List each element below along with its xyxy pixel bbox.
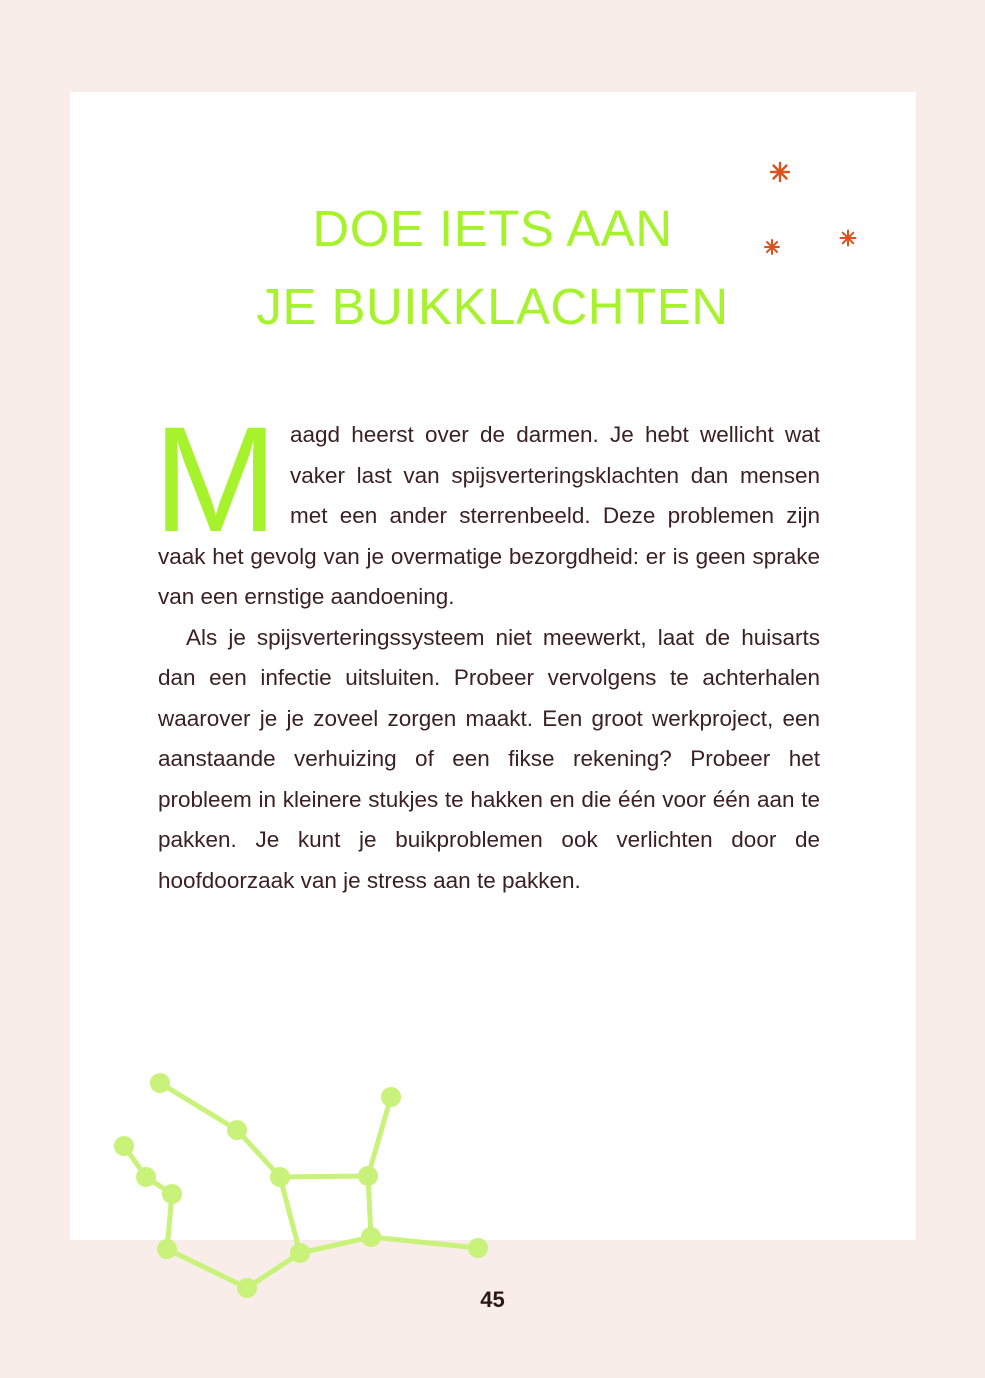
star-dot bbox=[237, 1278, 257, 1298]
title-line-2: JE BUIKKLACHTEN bbox=[256, 278, 729, 335]
star-dot bbox=[381, 1087, 401, 1107]
star-dot bbox=[114, 1136, 134, 1156]
star-dot bbox=[157, 1239, 177, 1259]
drop-cap: M bbox=[153, 427, 278, 535]
star-dot bbox=[358, 1166, 378, 1186]
star-dot bbox=[290, 1243, 310, 1263]
star-dot bbox=[136, 1167, 156, 1187]
title-line-1: DOE IETS AAN bbox=[312, 200, 673, 257]
star-dot bbox=[162, 1184, 182, 1204]
star-dot bbox=[270, 1167, 290, 1187]
page-number: 45 bbox=[480, 1287, 505, 1312]
star-dot bbox=[150, 1073, 170, 1093]
paragraph-2: Als je spijsverteringssysteem niet meewerkt, laat de huisarts dan een infectie uitsluiten. Probeer vervolgens te achterhalen waarover je je zoveel zorgen maakt. Een groot werkproject, een aanstaande verhuizing of een fikse rekening? Probeer het probleem in kleinere stukjes te hakken en die één voor één aan te pakken. Je kunt je buikproblemen ook verlichten door de hoofdoorzaak van je stress aan te pakken. bbox=[158, 624, 820, 893]
star-dot bbox=[468, 1238, 488, 1258]
star-dot bbox=[227, 1120, 247, 1140]
star-dot bbox=[361, 1227, 381, 1247]
paragraph-1-text: aagd heerst over de darmen. Je hebt wellicht wat vaker last van spijsverteringsklachten dan mensen met een ander sterrenbeeld. Deze problemen zijn vaak het gevolg van je overmatige bezorgdheid: er is geen sprake van een ernstige aandoening. bbox=[158, 422, 820, 609]
